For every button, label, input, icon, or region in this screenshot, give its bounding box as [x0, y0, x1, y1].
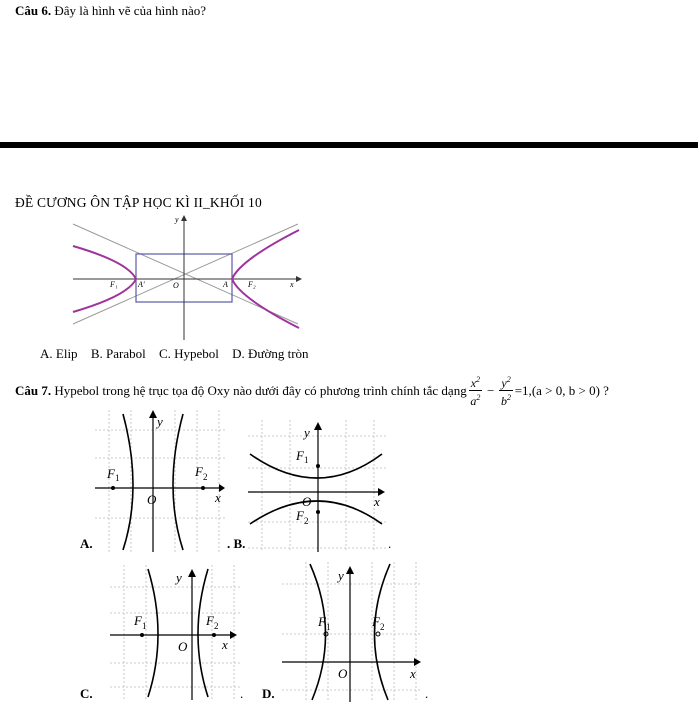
svg-text:x: x	[222, 637, 228, 652]
option-d: D. Đường tròn	[232, 346, 309, 361]
question-6	[15, 3, 206, 19]
graph-b	[248, 420, 388, 552]
svg-text:2: 2	[203, 472, 208, 482]
svg-text:F: F	[195, 464, 203, 479]
question-mark: ?	[603, 382, 609, 398]
svg-text:y: y	[338, 568, 344, 583]
svg-text:O: O	[338, 666, 348, 681]
option-b-label: . B.	[227, 536, 246, 551]
svg-text:1: 1	[304, 455, 309, 465]
equation-condition: (a > 0, b > 0)	[531, 382, 600, 398]
svg-text:2: 2	[214, 621, 219, 631]
svg-text:F: F	[107, 466, 115, 481]
svg-text:y: y	[176, 570, 182, 585]
question-6-text: Đây là hình vẽ của hình nào?	[54, 3, 206, 18]
svg-text:F: F	[318, 614, 326, 629]
graph-c	[110, 565, 240, 700]
svg-text:y: y	[157, 414, 163, 429]
option-a: A. Elip	[40, 346, 78, 361]
origin-label: O	[173, 281, 179, 290]
question-7-text: Hypebol trong hệ trục tọa độ Oxy nào dưới đây có phương trình chính tắc dạng	[54, 382, 467, 398]
question-7: Câu 7. Hypebol trong hệ trục tọa độ Oxy nào dưới đây có phương trình chính tắc dạng $\frac{x^2}{a^2}$ − $\frac{y^2}{b^2}$ =1, (a > 0, b > 0) ?	[15, 375, 609, 408]
x-axis-arrow	[296, 276, 302, 282]
fraction-y-over-b: $\frac{y^2}{b^2}$	[501, 375, 512, 408]
svg-text:y: y	[304, 425, 310, 440]
svg-text:x: x	[374, 494, 380, 509]
x-label: x	[290, 280, 294, 289]
svg-text:1: 1	[326, 622, 331, 632]
svg-text:x: x	[410, 666, 416, 681]
option-a-label: A.	[80, 536, 93, 551]
y-label: y	[175, 215, 179, 224]
f2-label: F₂	[248, 280, 256, 289]
a-prime-label: A'	[138, 280, 145, 289]
document-heading: ĐỀ CƯƠNG ÔN TẬP HỌC KÌ II_KHỐI 10	[15, 195, 262, 210]
lower-branch	[250, 501, 382, 524]
svg-text:F: F	[206, 613, 214, 628]
svg-text:F: F	[296, 508, 304, 523]
option-d-label: D.	[262, 686, 275, 701]
svg-text:x: x	[215, 490, 221, 505]
svg-text:2: 2	[380, 622, 385, 632]
svg-text:F: F	[296, 448, 304, 463]
question-7-number: Câu 7.	[15, 382, 52, 398]
equation-rhs: =1,	[514, 382, 532, 398]
f1-label: F₁	[110, 280, 118, 289]
svg-text:1: 1	[142, 621, 147, 631]
hyperbola-figure	[68, 212, 304, 344]
y-axis-arrow	[181, 215, 187, 221]
svg-text:O: O	[302, 494, 312, 509]
svg-text:2: 2	[304, 516, 309, 526]
section-divider	[0, 142, 698, 148]
svg-text:O: O	[147, 492, 157, 507]
question-6-options	[40, 346, 319, 362]
option-c-label: C.	[80, 686, 93, 701]
svg-text:1: 1	[115, 473, 120, 483]
left-branch	[123, 414, 133, 550]
svg-text:F: F	[134, 613, 142, 628]
right-branch	[173, 414, 183, 550]
fraction-x-over-a: $\frac{x^2}{a^2}$	[470, 375, 481, 408]
a-label: A	[223, 280, 228, 289]
svg-text:O: O	[178, 639, 188, 654]
graph-d	[282, 562, 422, 702]
graph-a	[95, 410, 225, 552]
option-c: C. Hypebol	[158, 346, 219, 361]
question-6-number: Câu 6.	[15, 3, 52, 18]
svg-text:F: F	[372, 614, 380, 629]
option-b: B. Parabol	[90, 346, 146, 361]
